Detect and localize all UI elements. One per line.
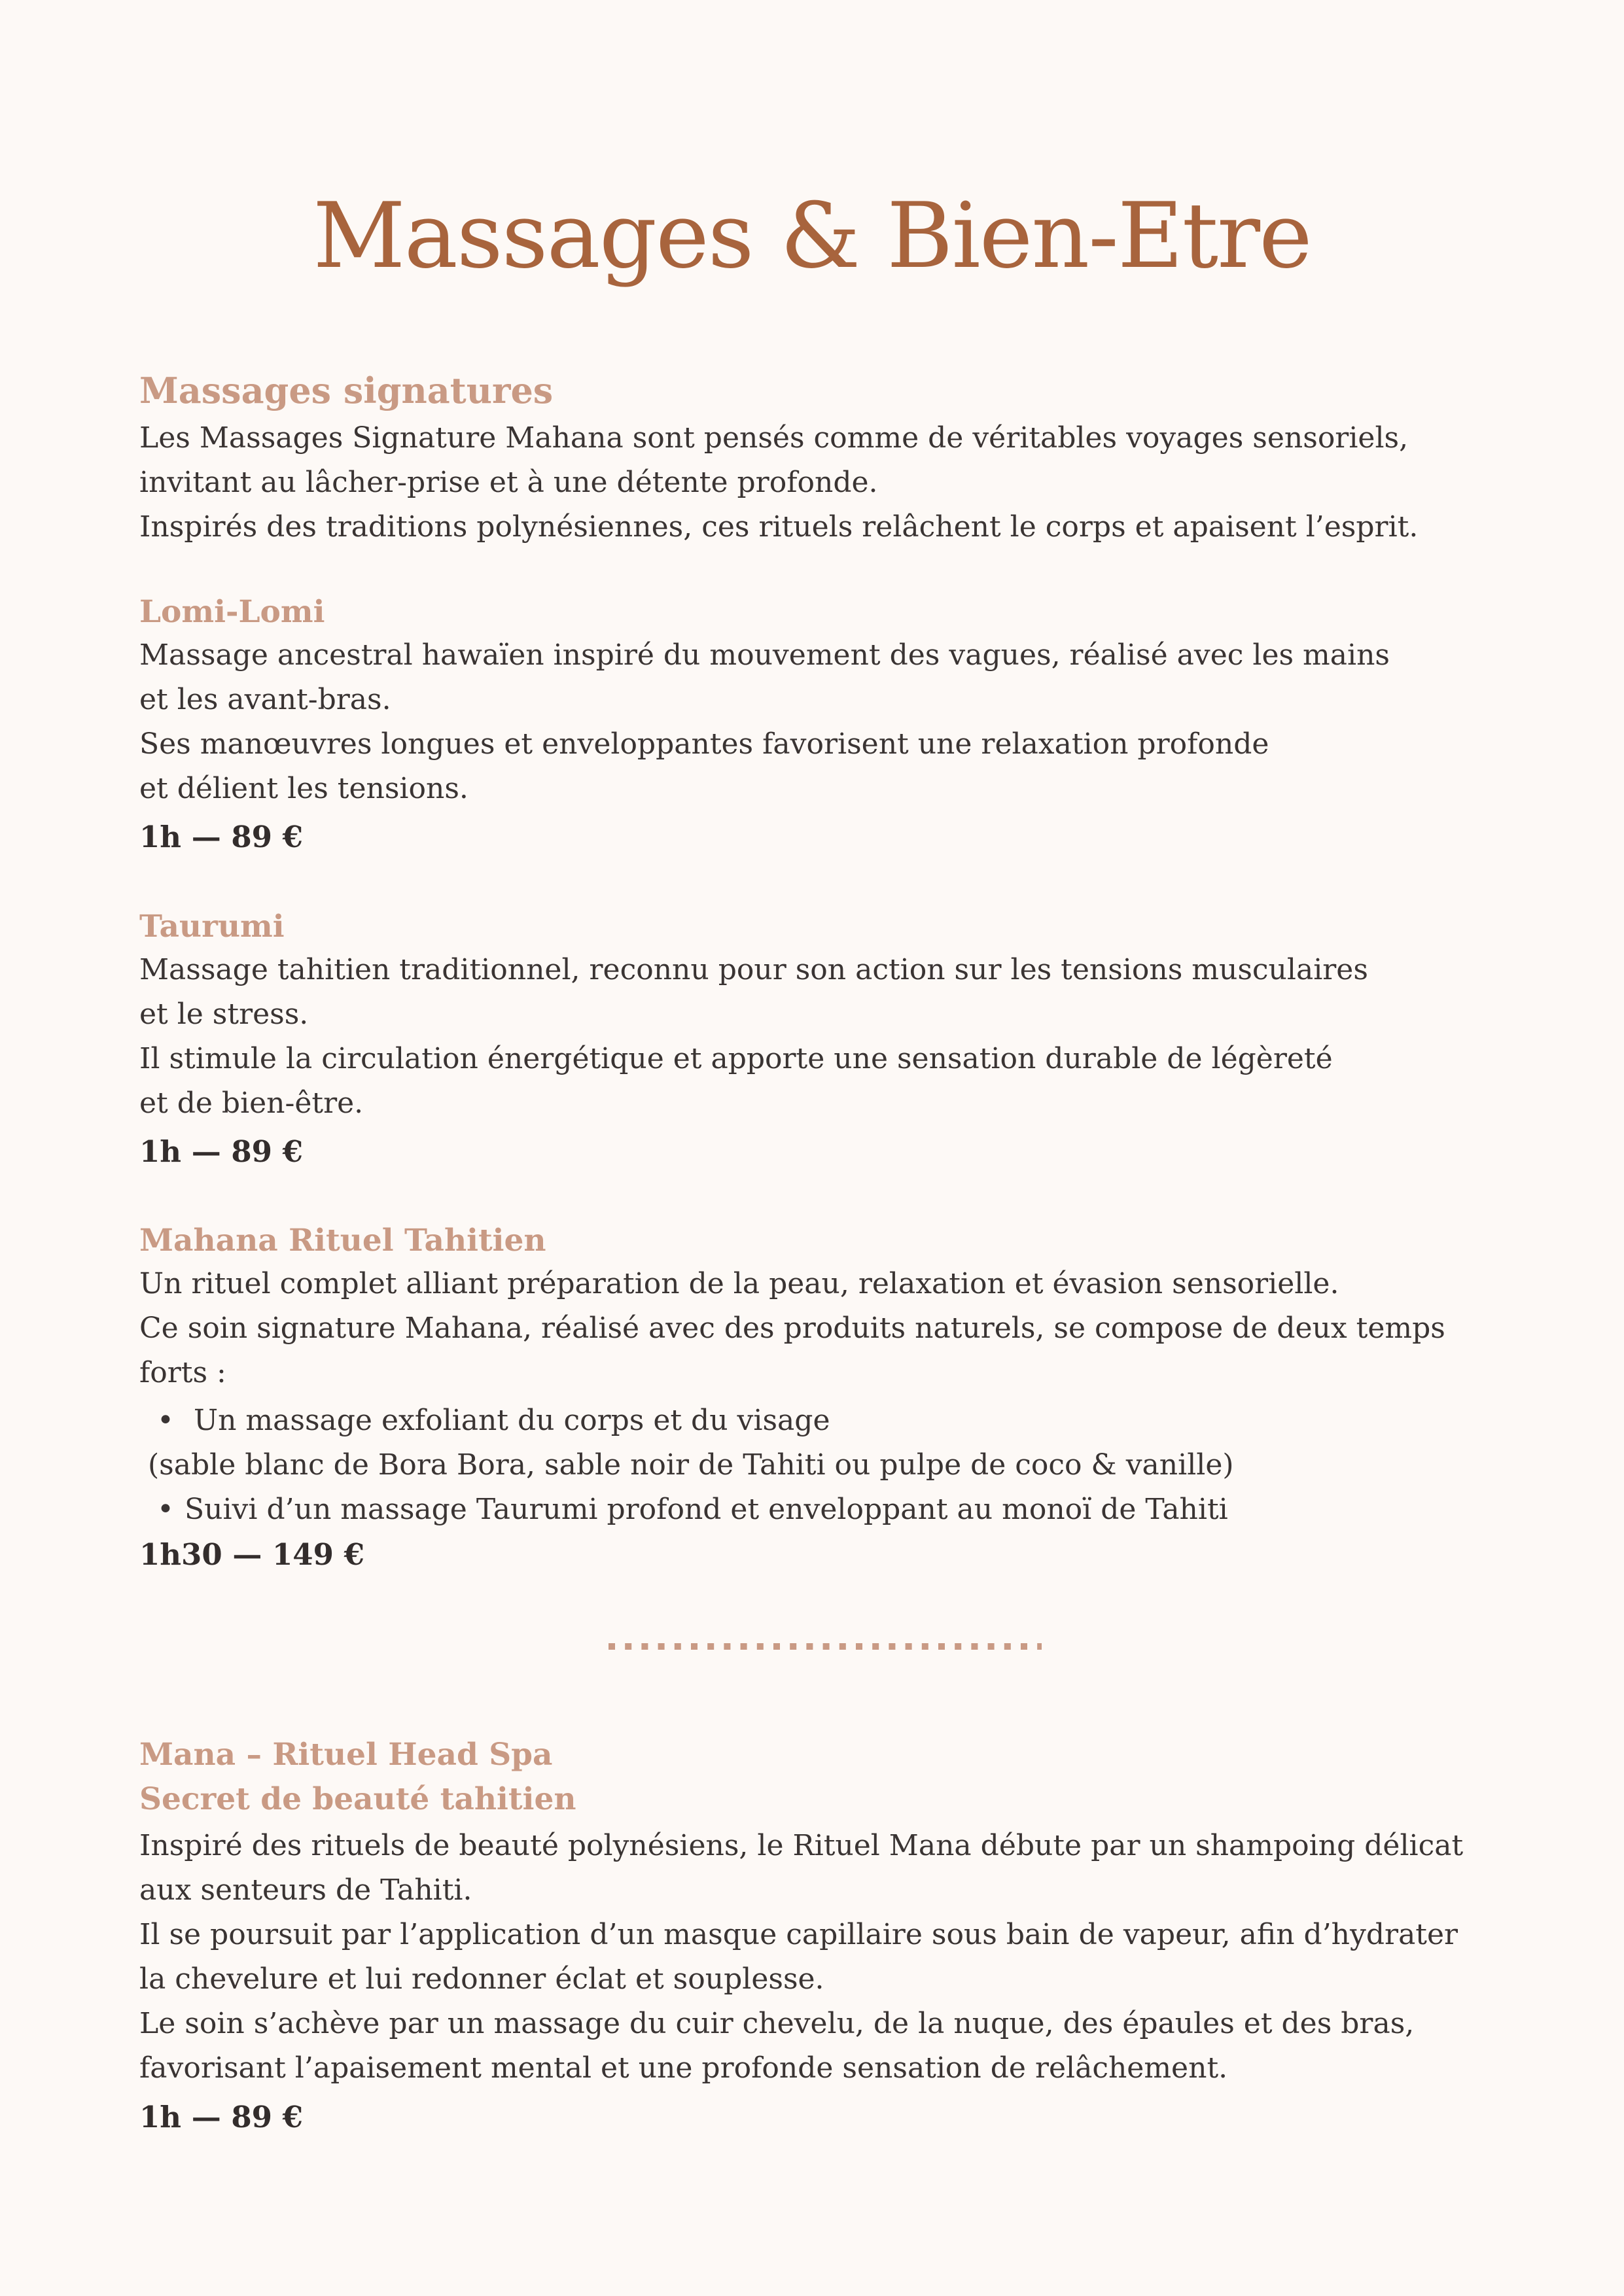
bullet-text: Suivi d’un massage Taurumi profond et enveloppant au monoï de Tahiti [185,1493,1228,1526]
divider-dot [641,1643,648,1650]
divider-dot [1004,1643,1011,1650]
text-line: aux senteurs de Tahiti. [139,1873,472,1907]
bullet-subtext: (sable blanc de Bora Bora, sable noir de Tahiti ou pulpe de coco & vanille) [148,1448,1234,1482]
divider-dot [938,1643,945,1650]
divider-dot [658,1643,665,1650]
section-heading-signatures: Massages signatures [139,370,554,411]
divider-dot [971,1643,978,1650]
text-line: Un rituel complet alliant préparation de la peau, relaxation et évasion sensorielle. [139,1267,1339,1300]
bullet-icon: • [157,1493,174,1526]
divider-dot [988,1643,995,1650]
text-line: et le stress. [139,998,309,1031]
divider-dot [955,1643,961,1650]
section-subheading-mana: Secret de beauté tahitien [139,1781,576,1817]
divider-dot [1021,1643,1027,1650]
text-line: Les Massages Signature Mahana sont pensés comme de véritables voyages sensoriels, [139,421,1409,455]
price-mahana-rituel: 1h30 — 149 € [139,1537,364,1572]
divider-dot [773,1643,780,1650]
divider-dot [757,1643,764,1650]
divider-dot [806,1643,813,1650]
divider-dot [675,1643,681,1650]
section-text-mahana-rituel [139,1262,1445,1395]
text-line: forts : [139,1356,226,1389]
divider-dot [707,1643,714,1650]
section-text-taurumi [139,948,1368,1126]
bullet-item [157,1406,830,1435]
text-line: et délient les tensions. [139,772,468,805]
section-heading-taurumi: Taurumi [139,909,285,945]
text-line: Ses manœuvres longues et enveloppantes favorisent une relaxation profonde [139,727,1269,761]
price-mana-head-spa: 1h — 89 € [139,2100,303,2134]
divider-dot [922,1643,928,1650]
bullet-item [157,1495,1228,1524]
price-taurumi: 1h — 89 € [139,1134,303,1169]
divider-dot [625,1643,631,1650]
text-line: Il se poursuit par l’application d’un masque capillaire sous bain de vapeur, afin d’hydrater [139,1918,1458,1951]
text-line: Inspiré des rituels de beauté polynésiens, le Rituel Mana débute par un shampoing délicat [139,1829,1464,1862]
divider-dot [823,1643,830,1650]
divider-dot [839,1643,846,1650]
section-text-lomi-lomi [139,633,1390,811]
bullet-text: Un massage exfoliant du corps et du visage [194,1404,830,1437]
text-line: Massage tahitien traditionnel, reconnu pour son action sur les tensions musculaires [139,953,1368,986]
divider-dot [790,1643,796,1650]
page-title: Massages & Bien-Etre [313,183,1311,288]
dotted-divider [607,1642,1042,1651]
section-heading-mana-head-spa: Mana – Rituel Head Spa [139,1737,553,1773]
divider-dot [872,1643,879,1650]
divider-dot [906,1643,912,1650]
text-line: Le soin s’achève par un massage du cuir chevelu, de la nuque, des épaules et des bras, [139,2007,1415,2040]
divider-dot [889,1643,895,1650]
text-line: Il stimule la circulation énergétique et apporte une sensation durable de légèreté [139,1042,1333,1075]
price-lomi-lomi: 1h — 89 € [139,820,303,854]
section-heading-mahana-rituel: Mahana Rituel Tahitien [139,1223,546,1259]
divider-dot [724,1643,730,1650]
divider-dot [856,1643,862,1650]
section-text-mana-head-spa [139,1824,1463,2091]
divider-dot [1037,1643,1042,1650]
section-heading-lomi-lomi: Lomi-Lomi [139,594,325,630]
bullet-icon: • [157,1404,174,1437]
divider-dot [609,1643,615,1650]
text-line: Inspirés des traditions polynésiennes, ces rituels relâchent le corps et apaisent l’esprit. [139,510,1419,544]
text-line: favorisant l’apaisement mental et une profonde sensation de relâchement. [139,2051,1228,2085]
text-line: invitant au lâcher-prise et à une détente profonde. [139,466,878,499]
text-line: la chevelure et lui redonner éclat et souplesse. [139,1962,824,1996]
divider-dot [741,1643,747,1650]
text-line: et de bien-être. [139,1087,364,1120]
divider-dot [691,1643,697,1650]
text-line: et les avant-bras. [139,683,391,716]
text-line: Massage ancestral hawaïen inspiré du mouvement des vagues, réalisé avec les mains [139,638,1390,672]
text-line: Ce soin signature Mahana, réalisé avec des produits naturels, se compose de deux temps [139,1312,1445,1345]
section-text-signatures [139,416,1418,549]
